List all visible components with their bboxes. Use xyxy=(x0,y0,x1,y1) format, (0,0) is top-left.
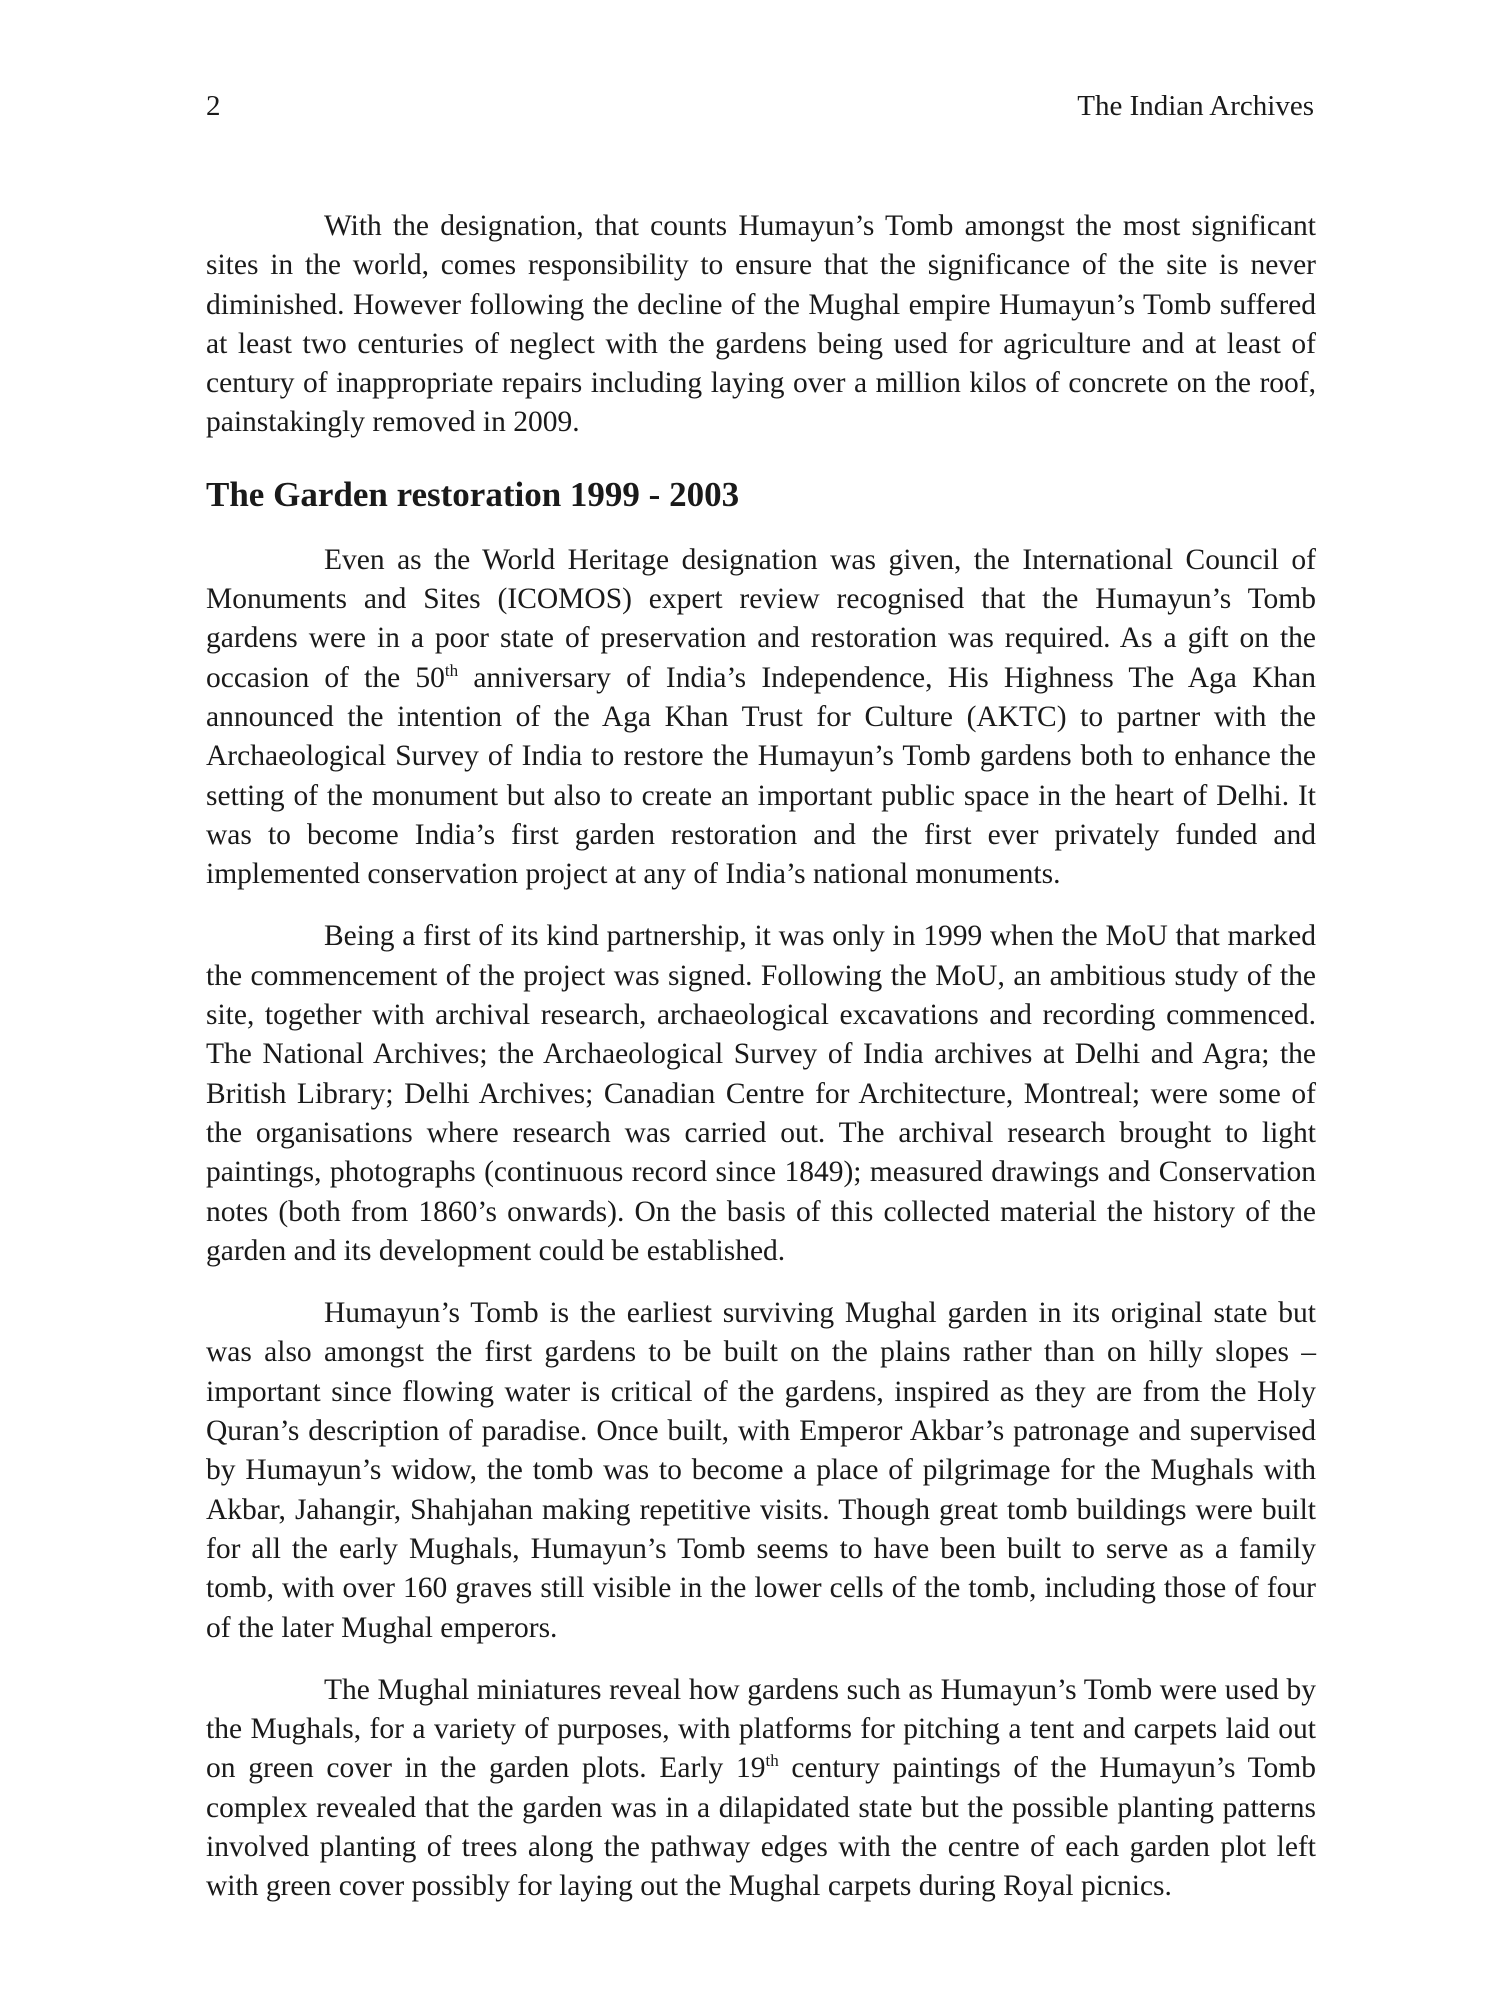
paragraph-text: anniversary of India’s Independence, His Highness The Aga Khan announced the intention of the Aga Khan Trust for Culture (AKTC) to partner with the Archaeological Survey of India to restore the Humayun’s Tomb gardens both to enhance the setting of the monument but also to create an important public space in the heart of Delhi. It was to become India’s first garden restoration and the first ever privately funded and implemented conservation project at any of India’s national monuments. xyxy=(206,661,1316,891)
journal-title: The Indian Archives xyxy=(1077,90,1314,122)
superscript: th xyxy=(444,660,459,680)
article-body xyxy=(206,207,1316,1930)
paragraph-designation: With the designation, that counts Humayun’s Tomb amongst the most significant sites in the world, comes responsibility to ensure that the significance of the site is never diminished. However following the decline of the Mughal empire Humayun’s Tomb suffered at least two centuries of neglect with the gardens being used for agriculture and at least of century of inappropriate repairs including laying over a million kilos of concrete on the roof, painstakingly removed in 2009. xyxy=(206,210,1316,439)
superscript: th xyxy=(765,1751,779,1771)
paragraph-text: century paintings of the Humayun’s Tomb complex revealed that the garden was in a dilapidated state but the possible planting patterns involved planting of trees along the pathway edges with the centre of each garden plot left with green cover possibly for laying out the Mughal carpets during Royal picnics. xyxy=(206,1752,1316,1903)
paragraph-text: Even as the World Heritage designation was given, the International Council of Monuments and Sites (ICOMOS) expert review recognised that the Humayun’s Tomb gardens were in a poor state of preservation and restoration was required. As a gift on the occasion of the 50 xyxy=(206,543,1316,694)
running-head xyxy=(206,90,1314,130)
section-heading: The Garden restoration 1999 - 2003 xyxy=(206,474,740,514)
page-number: 2 xyxy=(206,90,221,122)
paragraph-icomos-review xyxy=(206,541,1316,895)
paragraph-earliest-garden: Humayun’s Tomb is the earliest surviving Mughal garden in its original state but was also amongst the first gardens to be built on the plains rather than on hilly slopes – important since flowing water is critical of the gardens, inspired as they are from the Holy Quran’s description of paradise. Once built, with Emperor Akbar’s patronage and supervised by Humayun’s widow, the tomb was to become a place of pilgrimage for the Mughals with Akbar, Jahangir, Shahjahan making repetitive visits. Though great tomb buildings were built for all the early Mughals, Humayun’s Tomb seems to have been built to serve as a family tomb, with over 160 graves still visible in the lower cells of the tomb, including those of four of the later Mughal emperors. xyxy=(206,1297,1316,1644)
paragraph-mou: Being a first of its kind partnership, it was only in 1999 when the MoU that marked the commencement of the project was signed. Following the MoU, an ambitious study of the site, together with archival research, archaeological excavations and recording commenced. The National Archives; the Archaeological Survey of India archives at Delhi and Agra; the British Library; Delhi Archives; Canadian Centre for Architecture, Montreal; were some of the organisations where research was carried out. The archival research brought to light paintings, photographs (continuous record since 1849); measured drawings and Conservation notes (both from 1860’s onwards). On the basis of this collected material the history of the garden and its development could be established. xyxy=(206,920,1316,1267)
paragraph-text: The Mughal miniatures reveal how gardens such as Humayun’s Tomb were used by the Mughals, for a variety of purposes, with platforms for pitching a tent and carpets laid out on green cover in the garden plots. Early 19 xyxy=(206,1673,1316,1785)
paragraph-miniatures xyxy=(206,1671,1316,1907)
